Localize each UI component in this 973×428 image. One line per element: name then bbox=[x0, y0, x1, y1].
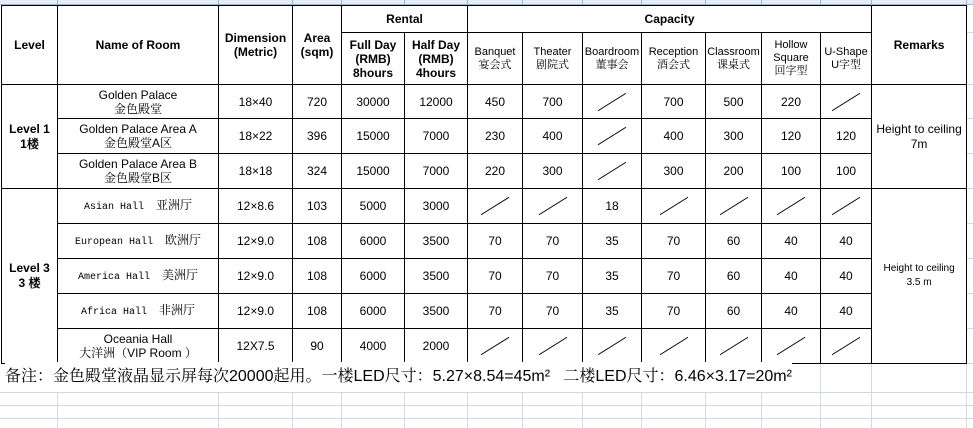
header-dimension[interactable]: Dimension (Metric) bbox=[219, 6, 293, 85]
half-day-rental-cell[interactable]: 3000 bbox=[405, 189, 468, 224]
dimension-cell[interactable]: 18×40 bbox=[219, 85, 293, 119]
level-3-cell[interactable]: Level 3 3 楼 bbox=[2, 189, 58, 364]
full-day-rental-cell[interactable]: 15000 bbox=[342, 154, 405, 189]
hollow-square-capacity-cell[interactable]: 40 bbox=[762, 294, 821, 329]
full-day-rental-cell[interactable]: 6000 bbox=[342, 294, 405, 329]
hollow-square-capacity-cell[interactable] bbox=[762, 329, 821, 364]
u-shape-capacity-cell[interactable]: 120 bbox=[821, 119, 872, 154]
area-cell[interactable]: 396 bbox=[293, 119, 342, 154]
header-hollow-square[interactable]: Hollow Square 回字型 bbox=[762, 33, 821, 85]
level-3-remarks-cell[interactable]: Height to ceiling 3.5 m bbox=[872, 189, 967, 364]
banquet-capacity-cell[interactable]: 70 bbox=[468, 224, 523, 259]
reception-capacity-cell[interactable]: 700 bbox=[642, 85, 706, 119]
header-u-shape[interactable]: U-Shape U字型 bbox=[821, 33, 872, 85]
room-row bbox=[2, 85, 967, 119]
room-name-cell[interactable] bbox=[58, 329, 219, 364]
header-half-day[interactable]: Half Day (RMB) 4hours bbox=[405, 33, 468, 85]
area-cell[interactable]: 108 bbox=[293, 224, 342, 259]
dimension-cell[interactable]: 12×9.0 bbox=[219, 294, 293, 329]
header-row-1 bbox=[2, 6, 967, 33]
room-name-cell[interactable] bbox=[58, 85, 219, 119]
full-day-rental-cell[interactable]: 6000 bbox=[342, 224, 405, 259]
area-cell[interactable]: 324 bbox=[293, 154, 342, 189]
header-rental[interactable]: Rental bbox=[342, 6, 468, 33]
u-shape-capacity-cell[interactable] bbox=[821, 329, 872, 364]
room-row bbox=[2, 154, 967, 189]
area-cell[interactable]: 103 bbox=[293, 189, 342, 224]
header-classroom[interactable]: Classroom 课桌式 bbox=[706, 33, 762, 85]
room-name-cell[interactable] bbox=[58, 224, 219, 259]
room-name-cn: 欧洲厅 bbox=[165, 232, 202, 247]
banquet-capacity-cell[interactable]: 230 bbox=[468, 119, 523, 154]
theater-capacity-cell[interactable]: 300 bbox=[523, 154, 583, 189]
level-1-cell[interactable]: Level 1 1楼 bbox=[2, 85, 58, 189]
boardroom-capacity-cell[interactable]: 35 bbox=[583, 259, 642, 294]
dimension-cell[interactable]: 12×9.0 bbox=[219, 259, 293, 294]
level-1-remarks-cell[interactable]: Height to ceiling 7m bbox=[872, 85, 967, 189]
room-row bbox=[2, 329, 967, 364]
theater-capacity-cell[interactable]: 700 bbox=[523, 85, 583, 119]
room-name-en: America Hall bbox=[77, 271, 150, 283]
area-cell[interactable]: 720 bbox=[293, 85, 342, 119]
room-row bbox=[2, 294, 967, 329]
room-name-en: Golden Palace Area A bbox=[79, 122, 197, 136]
banquet-capacity-cell[interactable]: 220 bbox=[468, 154, 523, 189]
room-capacity-table bbox=[1, 5, 967, 364]
note-cell[interactable]: 备注：金色殿堂液晶显示屏每次20000起用。一楼LED尺寸：5.27×8.54=45m² 二楼LED尺寸：6.46×3.17=20m² bbox=[5, 362, 792, 392]
classroom-capacity-cell[interactable]: 60 bbox=[706, 294, 762, 329]
room-name-cn: 金色殿堂A区 bbox=[103, 136, 172, 150]
boardroom-capacity-cell[interactable]: 35 bbox=[583, 224, 642, 259]
banquet-capacity-cell[interactable]: 70 bbox=[468, 259, 523, 294]
hollow-square-capacity-cell[interactable]: 220 bbox=[762, 85, 821, 119]
header-area[interactable]: Area (sqm) bbox=[293, 6, 342, 85]
classroom-capacity-cell[interactable]: 60 bbox=[706, 259, 762, 294]
reception-capacity-cell[interactable]: 70 bbox=[642, 259, 706, 294]
half-day-rental-cell[interactable]: 7000 bbox=[405, 119, 468, 154]
banquet-capacity-cell[interactable]: 70 bbox=[468, 294, 523, 329]
banquet-capacity-cell[interactable] bbox=[468, 189, 523, 224]
boardroom-capacity-cell[interactable]: 18 bbox=[583, 189, 642, 224]
half-day-rental-cell[interactable]: 12000 bbox=[405, 85, 468, 119]
room-name-cn: 金色殿堂B区 bbox=[103, 171, 172, 185]
classroom-capacity-cell[interactable] bbox=[706, 189, 762, 224]
dimension-cell[interactable]: 18×18 bbox=[219, 154, 293, 189]
room-name-cell[interactable] bbox=[58, 189, 219, 224]
room-row bbox=[2, 259, 967, 294]
header-boardroom[interactable]: Boardroom 董事会 bbox=[583, 33, 642, 85]
u-shape-capacity-cell[interactable]: 40 bbox=[821, 224, 872, 259]
room-name-en: European Hall bbox=[74, 236, 153, 248]
full-day-rental-cell[interactable]: 4000 bbox=[342, 329, 405, 364]
room-name-cn: 亚洲厅 bbox=[156, 197, 193, 212]
boardroom-capacity-cell[interactable] bbox=[583, 329, 642, 364]
banquet-capacity-cell[interactable]: 450 bbox=[468, 85, 523, 119]
theater-capacity-cell[interactable]: 70 bbox=[523, 224, 583, 259]
room-name-en: Oceania Hall bbox=[103, 332, 173, 346]
area-cell[interactable]: 90 bbox=[293, 329, 342, 364]
dimension-cell[interactable]: 18×22 bbox=[219, 119, 293, 154]
hollow-square-capacity-cell[interactable]: 120 bbox=[762, 119, 821, 154]
room-name-cell[interactable] bbox=[58, 294, 219, 329]
hollow-square-capacity-cell[interactable]: 100 bbox=[762, 154, 821, 189]
boardroom-capacity-cell[interactable]: 35 bbox=[583, 294, 642, 329]
room-row bbox=[2, 119, 967, 154]
reception-capacity-cell[interactable]: 70 bbox=[642, 224, 706, 259]
hollow-square-capacity-cell[interactable]: 40 bbox=[762, 224, 821, 259]
half-day-rental-cell[interactable]: 3500 bbox=[405, 294, 468, 329]
reception-capacity-cell[interactable]: 400 bbox=[642, 119, 706, 154]
hollow-square-capacity-cell[interactable] bbox=[762, 189, 821, 224]
header-capacity[interactable]: Capacity bbox=[468, 6, 872, 33]
hollow-square-capacity-cell[interactable]: 40 bbox=[762, 259, 821, 294]
u-shape-capacity-cell[interactable]: 100 bbox=[821, 154, 872, 189]
room-name-cell[interactable] bbox=[58, 259, 219, 294]
header-banquet[interactable]: Banquet 宴会式 bbox=[468, 33, 523, 85]
theater-capacity-cell[interactable]: 70 bbox=[523, 294, 583, 329]
reception-capacity-cell[interactable] bbox=[642, 329, 706, 364]
full-day-rental-cell[interactable]: 5000 bbox=[342, 189, 405, 224]
header-remarks[interactable]: Remarks bbox=[872, 6, 967, 85]
dimension-cell[interactable]: 12X7.5 bbox=[219, 329, 293, 364]
full-day-rental-cell[interactable]: 6000 bbox=[342, 259, 405, 294]
area-cell[interactable]: 108 bbox=[293, 294, 342, 329]
room-row bbox=[2, 224, 967, 259]
classroom-capacity-cell[interactable]: 60 bbox=[706, 224, 762, 259]
room-name-en: Asian Hall bbox=[83, 201, 144, 213]
theater-capacity-cell[interactable]: 70 bbox=[523, 259, 583, 294]
room-name-cn: 大洋洲（VIP Room ） bbox=[79, 346, 197, 360]
header-theater[interactable]: Theater 剧院式 bbox=[523, 33, 583, 85]
theater-capacity-cell[interactable] bbox=[523, 189, 583, 224]
full-day-rental-cell[interactable]: 30000 bbox=[342, 85, 405, 119]
u-shape-capacity-cell[interactable] bbox=[821, 85, 872, 119]
room-name-en: Africa Hall bbox=[80, 306, 147, 318]
room-name-cell[interactable] bbox=[58, 119, 219, 154]
theater-capacity-cell[interactable] bbox=[523, 329, 583, 364]
half-day-rental-cell[interactable]: 3500 bbox=[405, 259, 468, 294]
reception-capacity-cell[interactable] bbox=[642, 189, 706, 224]
room-name-cn: 美洲厅 bbox=[162, 267, 199, 282]
room-name-cn: 金色殿堂 bbox=[113, 101, 162, 116]
room-name-en: Golden Palace bbox=[98, 87, 178, 102]
half-day-rental-cell[interactable]: 7000 bbox=[405, 154, 468, 189]
reception-capacity-cell[interactable]: 70 bbox=[642, 294, 706, 329]
dimension-cell[interactable]: 12×8.6 bbox=[219, 189, 293, 224]
header-reception[interactable]: Reception 酒会式 bbox=[642, 33, 706, 85]
half-day-rental-cell[interactable]: 2000 bbox=[405, 329, 468, 364]
theater-capacity-cell[interactable]: 400 bbox=[523, 119, 583, 154]
u-shape-capacity-cell[interactable]: 40 bbox=[821, 259, 872, 294]
area-cell[interactable]: 108 bbox=[293, 259, 342, 294]
room-name-en: Golden Palace Area B bbox=[78, 157, 198, 171]
header-level[interactable]: Level bbox=[2, 6, 58, 85]
room-row bbox=[2, 189, 967, 224]
classroom-capacity-cell[interactable]: 300 bbox=[706, 119, 762, 154]
room-name-cn: 非洲厅 bbox=[159, 302, 196, 317]
header-room-name[interactable]: Name of Room bbox=[58, 6, 219, 85]
classroom-capacity-cell[interactable]: 200 bbox=[706, 154, 762, 189]
header-full-day[interactable]: Full Day (RMB) 8hours bbox=[342, 33, 405, 85]
reception-capacity-cell[interactable]: 300 bbox=[642, 154, 706, 189]
classroom-capacity-cell[interactable] bbox=[706, 329, 762, 364]
room-name-cell[interactable] bbox=[58, 154, 219, 189]
u-shape-capacity-cell[interactable] bbox=[821, 189, 872, 224]
boardroom-capacity-cell[interactable] bbox=[583, 119, 642, 154]
half-day-rental-cell[interactable]: 3500 bbox=[405, 224, 468, 259]
dimension-cell[interactable]: 12×9.0 bbox=[219, 224, 293, 259]
u-shape-capacity-cell[interactable]: 40 bbox=[821, 294, 872, 329]
boardroom-capacity-cell[interactable] bbox=[583, 154, 642, 189]
full-day-rental-cell[interactable]: 15000 bbox=[342, 119, 405, 154]
boardroom-capacity-cell[interactable] bbox=[583, 85, 642, 119]
banquet-capacity-cell[interactable] bbox=[468, 329, 523, 364]
classroom-capacity-cell[interactable]: 500 bbox=[706, 85, 762, 119]
